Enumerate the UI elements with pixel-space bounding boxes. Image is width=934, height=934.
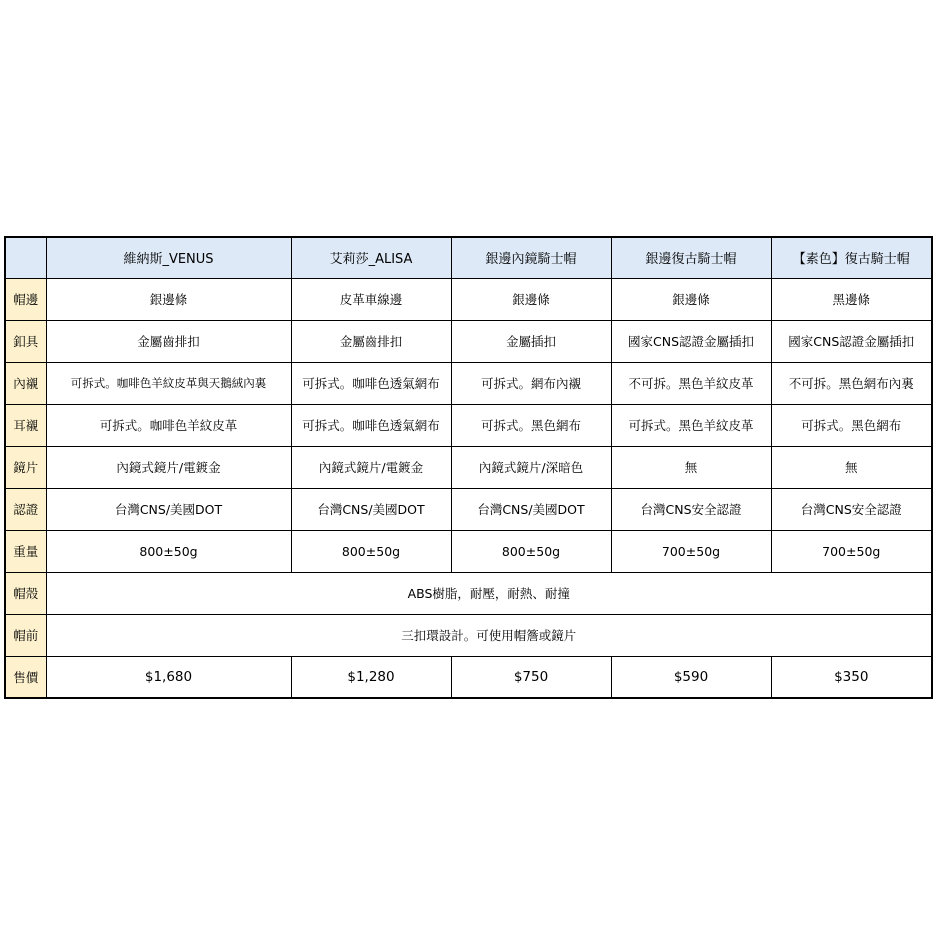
table-row-brim <box>5 278 932 320</box>
row-label-buckle: 釦具 <box>5 320 46 362</box>
row-label-weight: 重量 <box>5 530 46 572</box>
table-cell: 金屬插扣 <box>451 320 611 362</box>
table-cell: 不可拆。黑色羊紋皮革 <box>611 362 771 404</box>
table-cell: 金屬齒排扣 <box>46 320 291 362</box>
table-cell: 800±50g <box>46 530 291 572</box>
row-label-price: 售價 <box>5 656 46 698</box>
table-cell: 不可拆。黑色網布內裏 <box>771 362 932 404</box>
table-cell: 無 <box>611 446 771 488</box>
table-cell: 無 <box>771 446 932 488</box>
table-row-liner <box>5 362 932 404</box>
table-row-buckle <box>5 320 932 362</box>
table-cell: 可拆式。咖啡色透氣網布 <box>291 362 451 404</box>
row-label-shell: 帽殼 <box>5 572 46 614</box>
price-cell: $750 <box>451 656 611 698</box>
column-header-alisa: 艾莉莎_ALISA <box>291 237 451 278</box>
table-cell: 台灣CNS/美國DOT <box>291 488 451 530</box>
table-cell: 800±50g <box>291 530 451 572</box>
row-label-front: 帽前 <box>5 614 46 656</box>
row-label-lens: 鏡片 <box>5 446 46 488</box>
table-cell: 700±50g <box>771 530 932 572</box>
table-cell: 銀邊條 <box>451 278 611 320</box>
table-cell: 可拆式。網布內襯 <box>451 362 611 404</box>
column-header-silver-inner-lens: 銀邊內鏡騎士帽 <box>451 237 611 278</box>
column-header-plain-retro: 【素色】復古騎士帽 <box>771 237 932 278</box>
price-cell: $590 <box>611 656 771 698</box>
table-cell: 皮革車線邊 <box>291 278 451 320</box>
table-row-price <box>5 656 932 698</box>
table-cell: 銀邊條 <box>46 278 291 320</box>
table-row-lens <box>5 446 932 488</box>
table-cell: 國家CNS認證金屬插扣 <box>611 320 771 362</box>
table-row-weight <box>5 530 932 572</box>
column-header-silver-retro: 銀邊復古騎士帽 <box>611 237 771 278</box>
row-label-certification: 認證 <box>5 488 46 530</box>
table-cell: 銀邊條 <box>611 278 771 320</box>
table-cell: 台灣CNS安全認證 <box>611 488 771 530</box>
price-cell: $1,280 <box>291 656 451 698</box>
table-cell: 台灣CNS安全認證 <box>771 488 932 530</box>
table-cell: 金屬齒排扣 <box>291 320 451 362</box>
price-cell: $350 <box>771 656 932 698</box>
table-cell: 國家CNS認證金屬插扣 <box>771 320 932 362</box>
helmet-comparison-table <box>4 236 933 699</box>
table-cell: 內鏡式鏡片/電鍍金 <box>46 446 291 488</box>
table-row-shell <box>5 572 932 614</box>
row-label-liner: 內襯 <box>5 362 46 404</box>
table-cell: 700±50g <box>611 530 771 572</box>
row-label-brim: 帽邊 <box>5 278 46 320</box>
table-cell: 可拆式。黑色羊紋皮革 <box>611 404 771 446</box>
row-label-ear-liner: 耳襯 <box>5 404 46 446</box>
merged-cell-front: 三扣環設計。可使用帽簷或鏡片 <box>46 614 932 656</box>
table-row-certification <box>5 488 932 530</box>
table-cell: 台灣CNS/美國DOT <box>46 488 291 530</box>
corner-cell <box>5 237 46 278</box>
table-row-ear-liner <box>5 404 932 446</box>
table-cell: 可拆式。咖啡色羊紋皮革與天鵝絨內裏 <box>46 362 291 404</box>
price-cell: $1,680 <box>46 656 291 698</box>
table-row-front <box>5 614 932 656</box>
column-header-venus: 維納斯_VENUS <box>46 237 291 278</box>
table-cell: 黑邊條 <box>771 278 932 320</box>
table-cell: 內鏡式鏡片/深暗色 <box>451 446 611 488</box>
header-row <box>5 237 932 278</box>
table-cell: 可拆式。黑色網布 <box>451 404 611 446</box>
table-cell: 800±50g <box>451 530 611 572</box>
table-cell: 台灣CNS/美國DOT <box>451 488 611 530</box>
table-cell: 可拆式。黑色網布 <box>771 404 932 446</box>
table-cell: 可拆式。咖啡色羊紋皮革 <box>46 404 291 446</box>
merged-cell-shell: ABS樹脂，耐壓，耐熱、耐撞 <box>46 572 932 614</box>
table-cell: 內鏡式鏡片/電鍍金 <box>291 446 451 488</box>
table-cell: 可拆式。咖啡色透氣網布 <box>291 404 451 446</box>
